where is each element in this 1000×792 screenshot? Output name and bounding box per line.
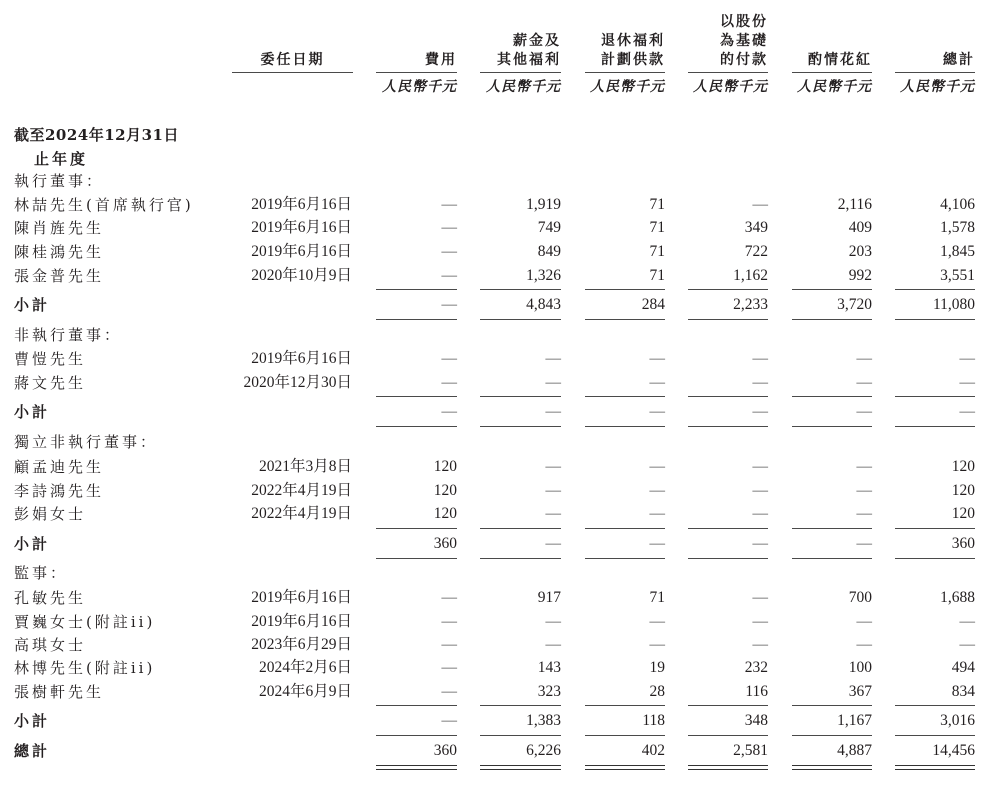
- value-cell: 120: [951, 505, 975, 522]
- subtotal-rule: [480, 735, 561, 736]
- value-cell: 11,080: [932, 296, 975, 313]
- subtotal-rule: [585, 396, 665, 397]
- value-cell: —: [545, 350, 561, 367]
- value-cell: —: [856, 613, 872, 630]
- appointment-date: 2019年6月16日: [251, 196, 352, 213]
- value-cell: —: [441, 712, 457, 729]
- value-cell: —: [752, 196, 768, 213]
- subtotal-rule: [480, 705, 561, 706]
- value-cell: —: [752, 374, 768, 391]
- value-cell: —: [441, 350, 457, 367]
- value-cell: 409: [848, 219, 872, 236]
- subtotal-rule: [585, 319, 665, 320]
- value-cell: —: [441, 374, 457, 391]
- subtotal-rule: [585, 705, 665, 706]
- column-header: 總計: [943, 52, 975, 68]
- appointment-date: 2020年10月9日: [251, 267, 352, 284]
- value-cell: 1,383: [526, 712, 561, 729]
- value-cell: 120: [433, 482, 457, 499]
- value-cell: 4,106: [940, 196, 975, 213]
- value-cell: —: [959, 350, 975, 367]
- value-cell: 120: [433, 505, 457, 522]
- value-cell: 360: [433, 535, 457, 552]
- subtotal-rule: [895, 426, 975, 427]
- subtotal-rule: [792, 426, 872, 427]
- value-cell: —: [545, 403, 561, 420]
- value-cell: 1,326: [526, 267, 561, 284]
- header-underline: [376, 72, 457, 73]
- subtotal-rule: [585, 426, 665, 427]
- value-cell: 3,016: [940, 712, 975, 729]
- header-underline: [232, 72, 353, 73]
- header-underline: [895, 72, 975, 73]
- value-cell: 284: [641, 296, 665, 313]
- double-rule-line: [895, 765, 975, 770]
- director-name: 張樹軒先生: [14, 683, 105, 701]
- appointment-date: 2022年4月19日: [251, 482, 352, 499]
- header-underline: [585, 72, 665, 73]
- column-unit: 人民幣千元: [590, 79, 665, 95]
- header-underline: [792, 72, 872, 73]
- double-rule-line: [376, 765, 457, 770]
- value-cell: —: [441, 196, 457, 213]
- director-name: 曹愷先生: [14, 350, 87, 368]
- value-cell: —: [545, 482, 561, 499]
- value-cell: 6,226: [526, 742, 561, 759]
- value-cell: —: [545, 613, 561, 630]
- subtotal-rule: [480, 289, 561, 290]
- column-header: 計劃供款: [601, 52, 665, 68]
- value-cell: 4,843: [526, 296, 561, 313]
- section-title: 監事：: [14, 564, 69, 582]
- value-cell: 348: [744, 712, 768, 729]
- value-cell: —: [441, 636, 457, 653]
- column-header: 其他福利: [497, 52, 561, 68]
- value-cell: —: [441, 589, 457, 606]
- subtotal-rule: [480, 426, 561, 427]
- column-unit: 人民幣千元: [797, 79, 872, 95]
- value-cell: 3,551: [940, 267, 975, 284]
- value-cell: —: [959, 636, 975, 653]
- appointment-date: 2021年3月8日: [258, 458, 352, 475]
- subtotal-rule: [585, 289, 665, 290]
- value-cell: 349: [744, 219, 768, 236]
- subtotal-rule: [688, 705, 768, 706]
- appointment-date: 2023年6月29日: [251, 636, 352, 653]
- value-cell: 120: [433, 458, 457, 475]
- subtotal-rule: [376, 426, 457, 427]
- value-cell: —: [856, 636, 872, 653]
- value-cell: 360: [433, 742, 457, 759]
- director-name: 蔣文先生: [14, 374, 87, 392]
- value-cell: 494: [951, 659, 975, 676]
- value-cell: —: [441, 243, 457, 260]
- subtotal-rule: [376, 319, 457, 320]
- value-cell: —: [856, 535, 872, 552]
- value-cell: 2,233: [733, 296, 768, 313]
- subtotal-label: 小計: [14, 296, 51, 314]
- value-cell: 232: [744, 659, 768, 676]
- value-cell: 3,720: [837, 296, 872, 313]
- value-cell: 1,919: [526, 196, 561, 213]
- value-cell: —: [649, 350, 665, 367]
- value-cell: 1,845: [940, 243, 975, 260]
- section-title: 執行董事：: [14, 172, 105, 190]
- value-cell: 120: [951, 458, 975, 475]
- subtotal-rule: [480, 319, 561, 320]
- value-cell: —: [441, 219, 457, 236]
- value-cell: 834: [951, 683, 975, 700]
- value-cell: 118: [642, 712, 665, 729]
- value-cell: —: [752, 535, 768, 552]
- value-cell: 4,887: [837, 742, 872, 759]
- value-cell: 2,116: [837, 196, 872, 213]
- value-cell: —: [441, 403, 457, 420]
- subtotal-rule: [376, 289, 457, 290]
- value-cell: —: [752, 636, 768, 653]
- value-cell: 749: [537, 219, 561, 236]
- subtotal-rule: [792, 735, 872, 736]
- value-cell: —: [752, 589, 768, 606]
- subtotal-rule: [895, 705, 975, 706]
- double-rule-line: [480, 765, 561, 770]
- director-name: 孔敏先生: [14, 589, 87, 607]
- value-cell: 71: [649, 267, 665, 284]
- appointment-date: 2024年6月9日: [258, 683, 352, 700]
- director-name: 賈巍女士(附註ii): [14, 613, 156, 631]
- subtotal-rule: [585, 528, 665, 529]
- value-cell: —: [959, 403, 975, 420]
- subtotal-rule: [792, 289, 872, 290]
- value-cell: 323: [537, 683, 561, 700]
- appointment-date: 2019年6月16日: [251, 243, 352, 260]
- value-cell: —: [752, 505, 768, 522]
- column-header: 費用: [425, 52, 457, 68]
- appointment-date: 2019年6月16日: [251, 613, 352, 630]
- appointment-date: 2019年6月16日: [251, 589, 352, 606]
- value-cell: 917: [537, 589, 561, 606]
- subtotal-rule: [688, 558, 768, 559]
- column-header: 薪金及: [513, 33, 561, 49]
- value-cell: —: [441, 613, 457, 630]
- subtotal-rule: [792, 705, 872, 706]
- appointment-date: 2022年4月19日: [251, 505, 352, 522]
- value-cell: 1,167: [837, 712, 872, 729]
- value-cell: —: [856, 505, 872, 522]
- subtotal-rule: [585, 558, 665, 559]
- subtotal-rule: [895, 558, 975, 559]
- value-cell: 71: [649, 589, 665, 606]
- subtotal-rule: [792, 558, 872, 559]
- subtotal-rule: [792, 528, 872, 529]
- value-cell: —: [441, 659, 457, 676]
- column-header: 為基礎: [720, 33, 768, 49]
- value-cell: 360: [951, 535, 975, 552]
- subtotal-rule: [792, 396, 872, 397]
- value-cell: —: [649, 535, 665, 552]
- subtotal-rule: [480, 558, 561, 559]
- value-cell: —: [856, 482, 872, 499]
- value-cell: 143: [537, 659, 561, 676]
- director-name: 張金普先生: [14, 267, 105, 285]
- value-cell: —: [959, 613, 975, 630]
- value-cell: 28: [649, 683, 665, 700]
- subtotal-rule: [688, 735, 768, 736]
- value-cell: —: [856, 458, 872, 475]
- subtotal-label: 小計: [14, 535, 51, 553]
- value-cell: —: [649, 636, 665, 653]
- column-header: 酌情花紅: [808, 52, 872, 68]
- value-cell: 700: [848, 589, 872, 606]
- subtotal-rule: [792, 319, 872, 320]
- subtotal-rule: [376, 528, 457, 529]
- director-name: 林博先生(附註ii): [14, 659, 156, 677]
- value-cell: —: [959, 374, 975, 391]
- value-cell: 1,162: [733, 267, 768, 284]
- value-cell: —: [441, 683, 457, 700]
- value-cell: 100: [848, 659, 872, 676]
- value-cell: 71: [649, 196, 665, 213]
- column-unit: 人民幣千元: [486, 79, 561, 95]
- director-name: 彭娟女士: [14, 505, 87, 523]
- subtotal-label: 小計: [14, 403, 51, 421]
- header-underline: [688, 72, 768, 73]
- director-name: 陳肖旌先生: [14, 219, 105, 237]
- value-cell: 992: [848, 267, 872, 284]
- value-cell: —: [649, 482, 665, 499]
- value-cell: 402: [641, 742, 665, 759]
- column-header: 的付款: [720, 52, 768, 68]
- value-cell: —: [441, 267, 457, 284]
- value-cell: 2,581: [733, 742, 768, 759]
- value-cell: —: [752, 482, 768, 499]
- value-cell: 19: [649, 659, 665, 676]
- appointment-date: 2019年6月16日: [251, 219, 352, 236]
- director-name: 高琪女士: [14, 636, 87, 654]
- value-cell: —: [752, 613, 768, 630]
- column-unit: 人民幣千元: [693, 79, 768, 95]
- value-cell: 849: [537, 243, 561, 260]
- subtotal-label: 小計: [14, 712, 51, 730]
- value-cell: 116: [745, 683, 768, 700]
- subtotal-rule: [376, 735, 457, 736]
- subtotal-rule: [688, 528, 768, 529]
- value-cell: —: [545, 505, 561, 522]
- value-cell: 120: [951, 482, 975, 499]
- subtotal-rule: [376, 558, 457, 559]
- value-cell: —: [752, 350, 768, 367]
- value-cell: —: [545, 535, 561, 552]
- double-rule-line: [792, 765, 872, 770]
- subtotal-rule: [688, 319, 768, 320]
- column-unit: 人民幣千元: [382, 79, 457, 95]
- value-cell: 203: [848, 243, 872, 260]
- section-title: 非執行董事：: [14, 326, 123, 344]
- period-title-cont: 止年度: [34, 150, 89, 168]
- value-cell: —: [649, 505, 665, 522]
- double-rule-line: [585, 765, 665, 770]
- value-cell: —: [649, 613, 665, 630]
- double-rule-line: [688, 765, 768, 770]
- column-unit: 人民幣千元: [900, 79, 975, 95]
- value-cell: —: [649, 403, 665, 420]
- subtotal-rule: [895, 735, 975, 736]
- subtotal-rule: [585, 735, 665, 736]
- subtotal-rule: [688, 289, 768, 290]
- subtotal-rule: [376, 705, 457, 706]
- value-cell: —: [752, 403, 768, 420]
- subtotal-rule: [688, 396, 768, 397]
- subtotal-rule: [688, 426, 768, 427]
- value-cell: —: [856, 374, 872, 391]
- value-cell: —: [649, 374, 665, 391]
- total-label: 總計: [14, 742, 51, 760]
- header-appointment-date: 委任日期: [260, 52, 325, 68]
- value-cell: 722: [744, 243, 768, 260]
- value-cell: —: [752, 458, 768, 475]
- period-title: 截至2024年12月31日: [14, 126, 179, 144]
- value-cell: 71: [649, 243, 665, 260]
- value-cell: —: [545, 458, 561, 475]
- value-cell: —: [649, 458, 665, 475]
- value-cell: 14,456: [932, 742, 975, 759]
- appointment-date: 2019年6月16日: [251, 350, 352, 367]
- director-name: 顧孟迪先生: [14, 458, 105, 476]
- appointment-date: 2024年2月6日: [258, 659, 352, 676]
- subtotal-rule: [480, 396, 561, 397]
- subtotal-rule: [895, 289, 975, 290]
- subtotal-rule: [895, 319, 975, 320]
- director-name: 陳桂鴻先生: [14, 243, 105, 261]
- director-name: 林喆先生(首席執行官): [14, 196, 194, 214]
- column-header: 以股份: [720, 14, 768, 30]
- subtotal-rule: [895, 396, 975, 397]
- value-cell: —: [856, 403, 872, 420]
- subtotal-rule: [376, 396, 457, 397]
- value-cell: 71: [649, 219, 665, 236]
- column-header: 退休福利: [601, 33, 665, 49]
- value-cell: —: [545, 636, 561, 653]
- value-cell: 1,578: [940, 219, 975, 236]
- value-cell: —: [441, 296, 457, 313]
- subtotal-rule: [480, 528, 561, 529]
- section-title: 獨立非執行董事：: [14, 433, 159, 451]
- value-cell: 1,688: [940, 589, 975, 606]
- value-cell: —: [856, 350, 872, 367]
- value-cell: 367: [848, 683, 872, 700]
- appointment-date: 2020年12月30日: [243, 374, 352, 391]
- value-cell: —: [545, 374, 561, 391]
- subtotal-rule: [895, 528, 975, 529]
- header-underline: [480, 72, 561, 73]
- director-name: 李詩鴻先生: [14, 482, 105, 500]
